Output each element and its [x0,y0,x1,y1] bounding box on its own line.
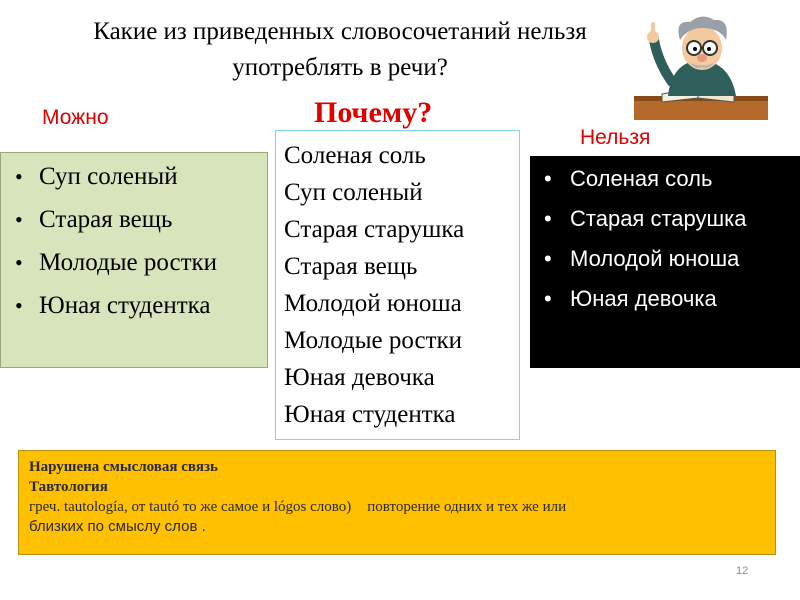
phrase-item: Юная девочка [284,364,435,391]
bullet-icon: • [15,250,23,275]
note-definition-end: близких по смыслу слов . [29,518,206,535]
allowed-phrase-item [1,241,267,284]
allowed-phrase-text: Старая вещь [39,206,173,233]
phrase-item: Молодые ростки [284,327,463,354]
note-definition [29,497,765,517]
allowed-phrase-text: Юная студентка [39,292,211,319]
forbidden-phrase-item [530,239,800,279]
bullet-icon: • [544,166,552,191]
allowed-phrase-text: Суп соленый [39,163,178,190]
bullet-icon: • [15,164,23,189]
note-heading: Нарушена смысловая связь [29,459,218,475]
forbidden-phrase-text: Молодой юноша [570,246,740,271]
forbidden-phrase-text: Соленая соль [570,166,713,191]
allowed-phrases-box [0,152,268,368]
slide-title-line2: употреблять в речи? [232,54,448,81]
allowed-phrase-item [1,198,267,241]
phrase-item: Соленая соль [284,142,426,169]
bullet-icon: • [544,206,552,231]
phrase-item: Молодой юноша [284,290,462,317]
phrase-item: Юная студентка [284,401,456,428]
forbidden-phrase-text: Юная девочка [570,286,717,311]
note-definition-start: повторение одних и тех же или [367,499,567,515]
note-etymology: греч. tautología, от tautó то же самое и lógos слово) [29,499,352,515]
forbidden-phrase-item [530,279,800,319]
note-term: Тавтология [29,479,108,495]
slide-title-line1: Какие из приведенных словосочетаний нельзя [93,18,587,45]
bullet-icon: • [544,246,552,271]
professor-illustration [628,10,774,122]
allowed-phrase-text: Молодые ростки [39,249,218,276]
forbidden-phrase-item [530,159,800,199]
allowed-phrase-item [1,155,267,198]
slide-title [20,14,660,86]
phrase-item: Старая вещь [284,253,418,280]
allowed-phrase-item [1,284,267,327]
bullet-icon: • [544,286,552,311]
bullet-icon: • [15,207,23,232]
all-phrases-box [275,130,520,440]
page-number: 12 [736,565,749,577]
label-cannot: Нельзя [580,126,651,149]
forbidden-phrase-item [530,199,800,239]
phrase-item: Старая старушка [284,216,465,243]
label-why: Почему? [314,96,433,129]
tautology-note [18,450,776,555]
bullet-icon: • [15,293,23,318]
forbidden-phrase-text: Старая старушка [570,206,747,231]
phrase-item: Суп соленый [284,179,423,206]
label-can: Можно [42,106,109,129]
forbidden-phrases-box [530,156,800,368]
